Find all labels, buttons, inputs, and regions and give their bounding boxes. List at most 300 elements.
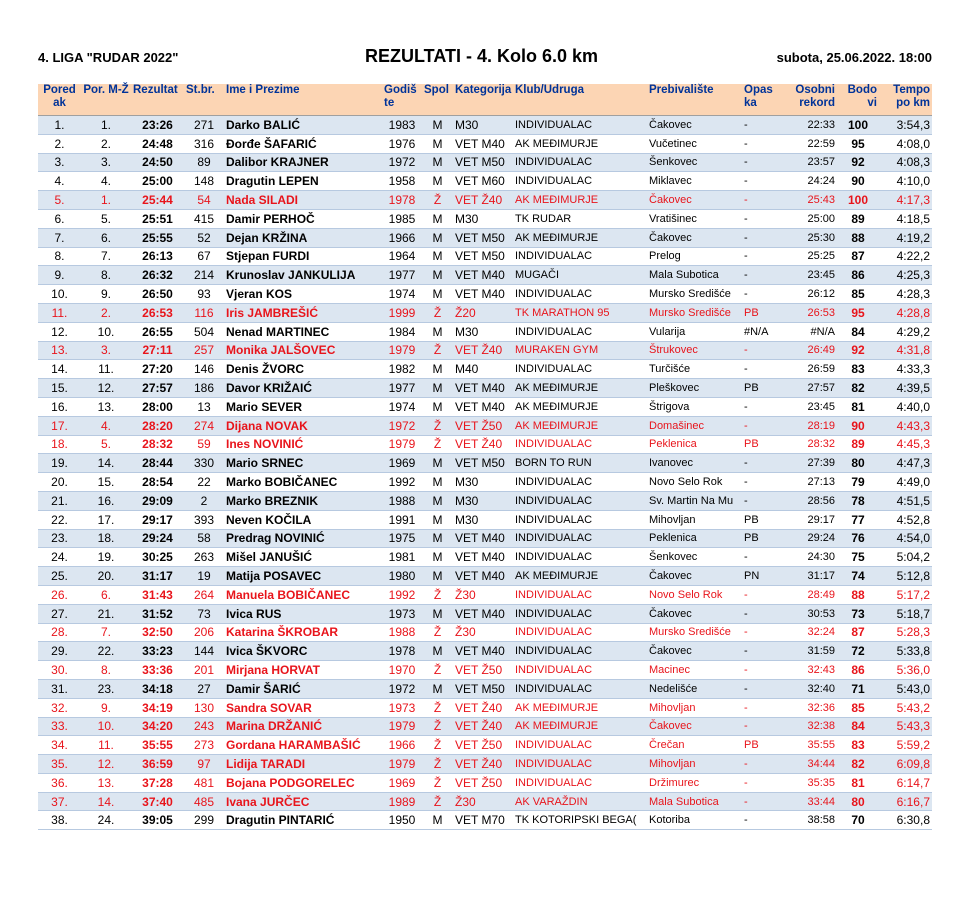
cell-record: 27:13 xyxy=(787,473,837,492)
table-row[interactable] xyxy=(38,679,932,698)
cell-points: 83 xyxy=(837,736,879,755)
cell-sex: Ž xyxy=(422,661,453,680)
cell-year: 1974 xyxy=(382,397,422,416)
cell-record: 27:57 xyxy=(787,379,837,398)
table-row[interactable] xyxy=(38,153,932,172)
cell-result: 28:00 xyxy=(131,397,184,416)
cell-note: PB xyxy=(742,736,787,755)
cell-points: 86 xyxy=(837,266,879,285)
cell-points: 79 xyxy=(837,473,879,492)
col-header-bodovi[interactable]: Bodo vi xyxy=(837,84,879,116)
cell-category: VET Ž40 xyxy=(453,698,513,717)
cell-record: 24:30 xyxy=(787,548,837,567)
cell-points: 82 xyxy=(837,755,879,774)
cell-record: #N/A xyxy=(787,322,837,341)
col-header-stbr[interactable]: St.br. xyxy=(184,84,224,116)
table-row[interactable] xyxy=(38,322,932,341)
cell-note: PN xyxy=(742,567,787,586)
cell-note: - xyxy=(742,548,787,567)
cell-year: 1977 xyxy=(382,379,422,398)
cell-club: MURAKEN GYM xyxy=(513,341,647,360)
cell-note: - xyxy=(742,717,787,736)
cell-gender-place: 24. xyxy=(81,811,131,830)
cell-gender-place: 1. xyxy=(81,116,131,135)
cell-record: 32:38 xyxy=(787,717,837,736)
table-row[interactable] xyxy=(38,247,932,266)
cell-pace: 5:28,3 xyxy=(879,623,932,642)
table-row[interactable] xyxy=(38,416,932,435)
cell-bib: 264 xyxy=(184,585,224,604)
cell-residence: Ivanovec xyxy=(647,454,742,473)
cell-club: AK MEĐIMURJE xyxy=(513,567,647,586)
cell-bib: 481 xyxy=(184,773,224,792)
cell-year: 1978 xyxy=(382,642,422,661)
cell-record: 22:59 xyxy=(787,134,837,153)
col-header-opaska[interactable]: Opas ka xyxy=(742,84,787,116)
cell-sex: M xyxy=(422,567,453,586)
cell-points: 92 xyxy=(837,153,879,172)
cell-residence: Peklenica xyxy=(647,529,742,548)
cell-residence: Mursko Središće xyxy=(647,285,742,304)
table-row[interactable] xyxy=(38,303,932,322)
cell-club: INDIVIDUALAC xyxy=(513,153,647,172)
cell-points: 84 xyxy=(837,322,879,341)
cell-bib: 93 xyxy=(184,285,224,304)
cell-residence: Vučetinec xyxy=(647,134,742,153)
cell-points: 88 xyxy=(837,228,879,247)
cell-name: Marko BREZNIK xyxy=(224,491,382,510)
cell-gender-place: 6. xyxy=(81,228,131,247)
cell-record: 38:58 xyxy=(787,811,837,830)
cell-note: - xyxy=(742,698,787,717)
cell-pace: 4:10,0 xyxy=(879,172,932,191)
cell-category: M30 xyxy=(453,510,513,529)
cell-year: 1966 xyxy=(382,736,422,755)
cell-note: - xyxy=(742,172,787,191)
cell-residence: Čakovec xyxy=(647,567,742,586)
cell-note: - xyxy=(742,360,787,379)
cell-record: 28:49 xyxy=(787,585,837,604)
col-header-klub[interactable]: Klub/Udruga xyxy=(513,84,647,116)
cell-sex: M xyxy=(422,134,453,153)
cell-place: 11. xyxy=(38,303,81,322)
table-row[interactable] xyxy=(38,491,932,510)
cell-category: VET Ž50 xyxy=(453,773,513,792)
cell-name: Dragutin LEPEN xyxy=(224,172,382,191)
cell-category: Ž20 xyxy=(453,303,513,322)
cell-record: 28:56 xyxy=(787,491,837,510)
cell-sex: M xyxy=(422,548,453,567)
cell-points: 78 xyxy=(837,491,879,510)
cell-residence: Novo Selo Rok xyxy=(647,473,742,492)
table-row[interactable] xyxy=(38,379,932,398)
cell-points: 88 xyxy=(837,585,879,604)
cell-note: PB xyxy=(742,510,787,529)
cell-result: 31:43 xyxy=(131,585,184,604)
cell-category: VET Ž50 xyxy=(453,736,513,755)
cell-year: 1982 xyxy=(382,360,422,379)
cell-bib: 393 xyxy=(184,510,224,529)
cell-name: Predrag NOVINIĆ xyxy=(224,529,382,548)
cell-place: 25. xyxy=(38,567,81,586)
table-row[interactable] xyxy=(38,209,932,228)
col-header-prebivaliste[interactable]: Prebivalište xyxy=(647,84,742,116)
cell-sex: Ž xyxy=(422,191,453,210)
table-row[interactable] xyxy=(38,116,932,135)
cell-name: Dragutin PINTARIĆ xyxy=(224,811,382,830)
cell-place: 26. xyxy=(38,585,81,604)
cell-club: INDIVIDUALAC xyxy=(513,755,647,774)
cell-bib: 316 xyxy=(184,134,224,153)
cell-sex: M xyxy=(422,172,453,191)
cell-place: 14. xyxy=(38,360,81,379)
cell-sex: M xyxy=(422,322,453,341)
cell-gender-place: 3. xyxy=(81,153,131,172)
cell-bib: 201 xyxy=(184,661,224,680)
cell-club: AK VARAŽDIN xyxy=(513,792,647,811)
cell-gender-place: 9. xyxy=(81,698,131,717)
cell-category: VET M50 xyxy=(453,679,513,698)
cell-category: VET M40 xyxy=(453,379,513,398)
cell-category: VET M40 xyxy=(453,567,513,586)
cell-residence: Čakovec xyxy=(647,717,742,736)
table-row[interactable] xyxy=(38,341,932,360)
table-row[interactable] xyxy=(38,360,932,379)
cell-record: 35:35 xyxy=(787,773,837,792)
cell-record: 30:53 xyxy=(787,604,837,623)
cell-gender-place: 7. xyxy=(81,623,131,642)
cell-club: INDIVIDUALAC xyxy=(513,604,647,623)
cell-sex: M xyxy=(422,360,453,379)
table-row[interactable] xyxy=(38,435,932,454)
cell-club: INDIVIDUALAC xyxy=(513,322,647,341)
cell-bib: 263 xyxy=(184,548,224,567)
cell-club: INDIVIDUALAC xyxy=(513,585,647,604)
cell-category: VET M60 xyxy=(453,172,513,191)
cell-gender-place: 7. xyxy=(81,247,131,266)
cell-note: - xyxy=(742,228,787,247)
col-header-ime[interactable]: Ime i Prezime xyxy=(224,84,382,116)
cell-year: 1964 xyxy=(382,247,422,266)
cell-note: - xyxy=(742,642,787,661)
cell-sex: Ž xyxy=(422,698,453,717)
cell-sex: Ž xyxy=(422,623,453,642)
cell-note: - xyxy=(742,679,787,698)
cell-pace: 6:14,7 xyxy=(879,773,932,792)
cell-pace: 5:12,8 xyxy=(879,567,932,586)
cell-name: Vjeran KOS xyxy=(224,285,382,304)
cell-result: 37:28 xyxy=(131,773,184,792)
cell-year: 1999 xyxy=(382,303,422,322)
cell-name: Ivica RUS xyxy=(224,604,382,623)
cell-points: 74 xyxy=(837,567,879,586)
cell-pace: 4:29,2 xyxy=(879,322,932,341)
cell-name: Iris JAMBREŠIĆ xyxy=(224,303,382,322)
cell-result: 32:50 xyxy=(131,623,184,642)
cell-points: 81 xyxy=(837,773,879,792)
cell-name: Gordana HARAMBAŠIĆ xyxy=(224,736,382,755)
table-row[interactable] xyxy=(38,604,932,623)
page-title: REZULTATI - 4. Kolo 6.0 km xyxy=(365,46,599,66)
cell-bib: 52 xyxy=(184,228,224,247)
table-row[interactable] xyxy=(38,134,932,153)
table-row[interactable] xyxy=(38,811,932,830)
cell-name: Krunoslav JANKULIJA xyxy=(224,266,382,285)
cell-sex: M xyxy=(422,604,453,623)
cell-gender-place: 13. xyxy=(81,397,131,416)
cell-points: 77 xyxy=(837,510,879,529)
table-row[interactable] xyxy=(38,773,932,792)
cell-record: 28:19 xyxy=(787,416,837,435)
cell-year: 1984 xyxy=(382,322,422,341)
cell-record: 26:59 xyxy=(787,360,837,379)
cell-bib: 146 xyxy=(184,360,224,379)
cell-gender-place: 14. xyxy=(81,792,131,811)
cell-year: 1972 xyxy=(382,153,422,172)
cell-year: 1992 xyxy=(382,473,422,492)
cell-pace: 5:04,2 xyxy=(879,548,932,567)
cell-place: 29. xyxy=(38,642,81,661)
table-row[interactable] xyxy=(38,623,932,642)
cell-pace: 6:30,8 xyxy=(879,811,932,830)
table-row[interactable] xyxy=(38,755,932,774)
cell-sex: Ž xyxy=(422,755,453,774)
cell-result: 26:53 xyxy=(131,303,184,322)
cell-year: 1991 xyxy=(382,510,422,529)
cell-result: 31:52 xyxy=(131,604,184,623)
col-header-kategorija[interactable]: Kategorija xyxy=(453,84,513,116)
cell-year: 1988 xyxy=(382,491,422,510)
cell-bib: 330 xyxy=(184,454,224,473)
cell-result: 24:50 xyxy=(131,153,184,172)
league-title: 4. LIGA "RUDAR 2022" xyxy=(38,50,179,65)
cell-category: VET Ž50 xyxy=(453,661,513,680)
cell-points: 85 xyxy=(837,285,879,304)
cell-note: - xyxy=(742,661,787,680)
cell-result: 25:44 xyxy=(131,191,184,210)
cell-gender-place: 10. xyxy=(81,717,131,736)
cell-result: 28:32 xyxy=(131,435,184,454)
cell-pace: 6:16,7 xyxy=(879,792,932,811)
cell-sex: M xyxy=(422,379,453,398)
cell-category: VET M40 xyxy=(453,642,513,661)
cell-club: INDIVIDUALAC xyxy=(513,360,647,379)
table-row[interactable] xyxy=(38,792,932,811)
table-row[interactable] xyxy=(38,642,932,661)
cell-record: 25:25 xyxy=(787,247,837,266)
header-row xyxy=(38,84,932,116)
table-row[interactable] xyxy=(38,397,932,416)
cell-points: 92 xyxy=(837,341,879,360)
table-row[interactable] xyxy=(38,510,932,529)
cell-place: 19. xyxy=(38,454,81,473)
col-header-spol[interactable]: Spol xyxy=(422,84,453,116)
cell-name: Ines NOVINIĆ xyxy=(224,435,382,454)
cell-place: 18. xyxy=(38,435,81,454)
cell-pace: 5:33,8 xyxy=(879,642,932,661)
col-header-tempo[interactable]: Tempo po km xyxy=(879,84,932,116)
cell-points: 80 xyxy=(837,792,879,811)
cell-record: 32:40 xyxy=(787,679,837,698)
cell-name: Mario SRNEC xyxy=(224,454,382,473)
cell-result: 37:40 xyxy=(131,792,184,811)
col-header-rezultat[interactable]: Rezultat xyxy=(131,84,184,116)
cell-category: VET Ž50 xyxy=(453,416,513,435)
table-row[interactable] xyxy=(38,661,932,680)
cell-club: INDIVIDUALAC xyxy=(513,548,647,567)
cell-year: 1980 xyxy=(382,567,422,586)
cell-year: 1985 xyxy=(382,209,422,228)
cell-sex: M xyxy=(422,642,453,661)
table-row[interactable] xyxy=(38,454,932,473)
cell-sex: Ž xyxy=(422,341,453,360)
cell-club: INDIVIDUALAC xyxy=(513,773,647,792)
cell-pace: 4:43,3 xyxy=(879,416,932,435)
cell-note: - xyxy=(742,416,787,435)
cell-bib: 144 xyxy=(184,642,224,661)
cell-place: 21. xyxy=(38,491,81,510)
cell-place: 9. xyxy=(38,266,81,285)
cell-gender-place: 14. xyxy=(81,454,131,473)
cell-category: VET M70 xyxy=(453,811,513,830)
cell-year: 1978 xyxy=(382,191,422,210)
cell-record: 26:12 xyxy=(787,285,837,304)
cell-bib: 27 xyxy=(184,679,224,698)
cell-name: Nenad MARTINEC xyxy=(224,322,382,341)
cell-residence: Mala Subotica xyxy=(647,792,742,811)
cell-name: Ivica ŠKVORC xyxy=(224,642,382,661)
cell-note: - xyxy=(742,266,787,285)
cell-points: 89 xyxy=(837,209,879,228)
cell-note: PB xyxy=(742,379,787,398)
cell-note: - xyxy=(742,773,787,792)
cell-record: 23:45 xyxy=(787,397,837,416)
col-header-rekord[interactable]: Osobni rekord xyxy=(787,84,837,116)
cell-points: 87 xyxy=(837,623,879,642)
cell-place: 8. xyxy=(38,247,81,266)
cell-sex: M xyxy=(422,228,453,247)
cell-category: VET Ž40 xyxy=(453,435,513,454)
cell-record: 26:53 xyxy=(787,303,837,322)
cell-sex: M xyxy=(422,454,453,473)
col-header-godiste[interactable]: Godiš te xyxy=(382,84,422,116)
cell-result: 26:50 xyxy=(131,285,184,304)
cell-pace: 4:47,3 xyxy=(879,454,932,473)
cell-year: 1970 xyxy=(382,661,422,680)
cell-pace: 4:25,3 xyxy=(879,266,932,285)
cell-name: Damir ŠARIĆ xyxy=(224,679,382,698)
cell-bib: 67 xyxy=(184,247,224,266)
table-row[interactable] xyxy=(38,585,932,604)
cell-name: Davor KRIŽAIĆ xyxy=(224,379,382,398)
cell-name: Mirjana HORVAT xyxy=(224,661,382,680)
cell-bib: 2 xyxy=(184,491,224,510)
cell-record: 33:44 xyxy=(787,792,837,811)
table-row[interactable] xyxy=(38,567,932,586)
cell-note: - xyxy=(742,604,787,623)
cell-record: 32:36 xyxy=(787,698,837,717)
cell-gender-place: 13. xyxy=(81,773,131,792)
cell-category: VET Ž40 xyxy=(453,717,513,736)
cell-note: - xyxy=(742,134,787,153)
cell-place: 30. xyxy=(38,661,81,680)
cell-residence: Šenkovec xyxy=(647,153,742,172)
cell-result: 24:48 xyxy=(131,134,184,153)
cell-place: 10. xyxy=(38,285,81,304)
cell-pace: 4:28,8 xyxy=(879,303,932,322)
table-row[interactable] xyxy=(38,548,932,567)
cell-residence: Čakovec xyxy=(647,228,742,247)
cell-place: 4. xyxy=(38,172,81,191)
cell-category: M30 xyxy=(453,116,513,135)
cell-record: 29:24 xyxy=(787,529,837,548)
cell-sex: Ž xyxy=(422,435,453,454)
cell-record: 25:30 xyxy=(787,228,837,247)
cell-pace: 5:59,2 xyxy=(879,736,932,755)
table-row[interactable] xyxy=(38,698,932,717)
cell-pace: 4:52,8 xyxy=(879,510,932,529)
cell-club: TK KOTORIPSKI BEGA( xyxy=(513,811,647,830)
cell-pace: 4:31,8 xyxy=(879,341,932,360)
cell-points: 85 xyxy=(837,698,879,717)
cell-year: 1966 xyxy=(382,228,422,247)
cell-year: 1974 xyxy=(382,285,422,304)
cell-bib: 73 xyxy=(184,604,224,623)
table-row[interactable] xyxy=(38,529,932,548)
cell-note: - xyxy=(742,247,787,266)
cell-category: VET M40 xyxy=(453,134,513,153)
cell-bib: 274 xyxy=(184,416,224,435)
cell-sex: M xyxy=(422,491,453,510)
cell-pace: 4:33,3 xyxy=(879,360,932,379)
table-row[interactable] xyxy=(38,473,932,492)
table-row[interactable] xyxy=(38,228,932,247)
cell-sex: M xyxy=(422,153,453,172)
cell-residence: Pleškovec xyxy=(647,379,742,398)
cell-year: 1992 xyxy=(382,585,422,604)
table-row[interactable] xyxy=(38,191,932,210)
cell-club: AK MEĐIMURJE xyxy=(513,134,647,153)
table-row[interactable] xyxy=(38,736,932,755)
cell-bib: 186 xyxy=(184,379,224,398)
cell-result: 29:09 xyxy=(131,491,184,510)
table-row[interactable] xyxy=(38,266,932,285)
cell-year: 1979 xyxy=(382,717,422,736)
cell-gender-place: 21. xyxy=(81,604,131,623)
table-row[interactable] xyxy=(38,285,932,304)
cell-note: #N/A xyxy=(742,322,787,341)
cell-gender-place: 4. xyxy=(81,416,131,435)
cell-year: 1979 xyxy=(382,755,422,774)
cell-club: INDIVIDUALAC xyxy=(513,491,647,510)
cell-points: 90 xyxy=(837,416,879,435)
cell-club: INDIVIDUALAC xyxy=(513,172,647,191)
cell-gender-place: 12. xyxy=(81,379,131,398)
cell-name: Marko BOBIČANEC xyxy=(224,473,382,492)
col-header-pored[interactable]: Pored ak xyxy=(38,84,81,116)
cell-note: - xyxy=(742,623,787,642)
cell-category: Ž30 xyxy=(453,792,513,811)
cell-gender-place: 8. xyxy=(81,266,131,285)
cell-result: 25:55 xyxy=(131,228,184,247)
col-header-por[interactable]: Por. M-Ž xyxy=(81,84,131,116)
cell-name: Ivana JURČEC xyxy=(224,792,382,811)
table-row[interactable] xyxy=(38,172,932,191)
cell-result: 26:55 xyxy=(131,322,184,341)
table-row[interactable] xyxy=(38,717,932,736)
cell-residence: Mihovljan xyxy=(647,755,742,774)
cell-pace: 5:18,7 xyxy=(879,604,932,623)
